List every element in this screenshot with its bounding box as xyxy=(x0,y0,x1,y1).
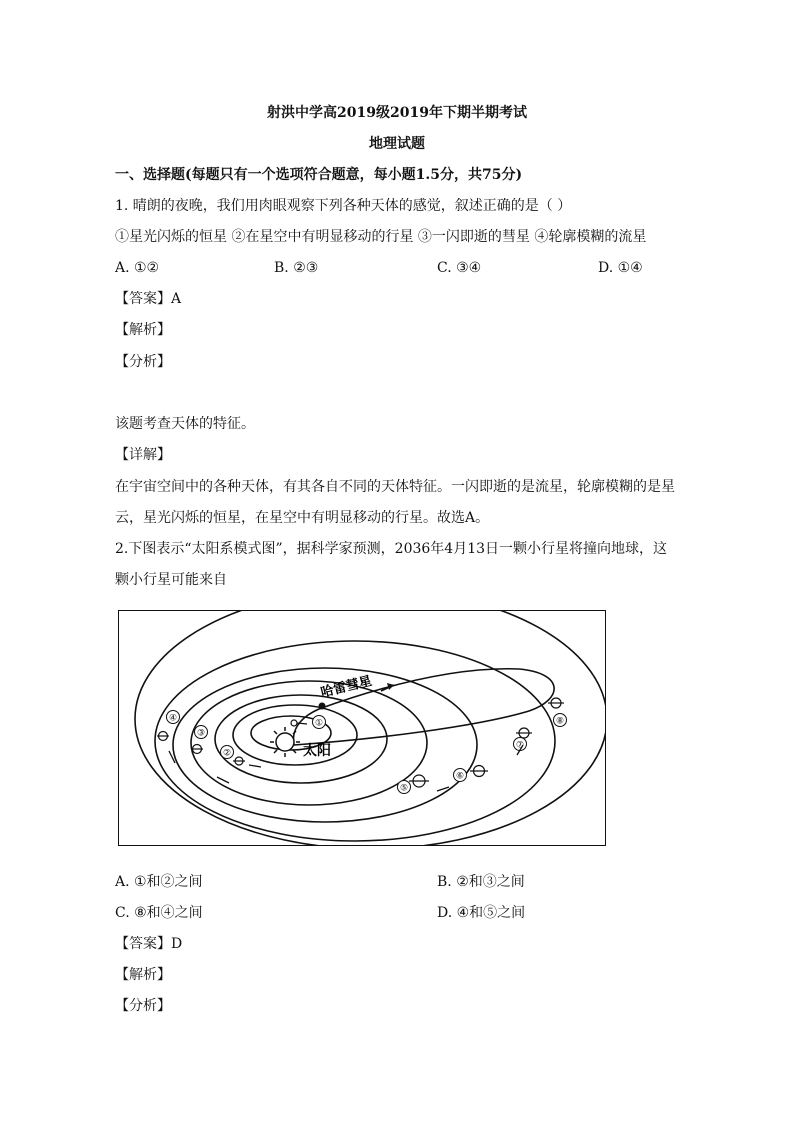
planet-4-icon xyxy=(157,732,169,741)
q2-option-a: A. ①和②之间 xyxy=(115,874,203,890)
marker-5: ⑤ xyxy=(399,783,409,794)
q1-option-b: B. ②③ xyxy=(274,260,319,276)
q2-option-c: C. ⑧和④之间 xyxy=(115,905,203,921)
marker-4: ④ xyxy=(168,713,178,724)
q1-xiangjie: 【详解】 xyxy=(115,447,171,463)
q1-option-d: D. ①④ xyxy=(598,260,643,276)
comet-label: 哈雷彗星 xyxy=(319,673,374,701)
q2-option-d: D. ④和⑤之间 xyxy=(437,905,526,921)
sun-icon xyxy=(270,727,300,757)
planet-5-icon xyxy=(409,775,429,787)
q2-option-b: B. ②和③之间 xyxy=(437,874,525,890)
q1-items: ①星光闪烁的恒星 ②在星空中有明显移动的行星 ③一闪即逝的彗星 ④轮廓模糊的流星 xyxy=(115,229,647,245)
marker-8: ⑧ xyxy=(555,716,565,727)
q1-jiexi: 【解析】 xyxy=(115,322,171,338)
q2-jiexi: 【解析】 xyxy=(115,967,171,983)
q1-answer: 【答案】A xyxy=(115,291,182,307)
planet-8-icon xyxy=(548,698,564,708)
marker-2: ② xyxy=(222,748,232,759)
q1-detail-line2: 云，星光闪烁的恒星，在星空中有明显移动的行星。故选A。 xyxy=(115,510,490,526)
planet-6-icon xyxy=(470,766,488,777)
planet-7-icon xyxy=(516,728,532,738)
marker-6: ⑥ xyxy=(455,771,465,782)
q1-option-c: C. ③④ xyxy=(437,260,482,276)
q2-answer: 【答案】D xyxy=(115,936,183,952)
planet-1-icon xyxy=(291,720,297,726)
q1-detail-line1: 在宇宙空间中的各种天体，有其各自不同的天体特征。一闪即逝的是流星，轮廓模糊的是星 xyxy=(115,479,675,495)
q1-fenxi: 【分析】 xyxy=(115,354,171,370)
planet-2-icon xyxy=(233,757,245,765)
q2-stem-line1: 2.下图表示“太阳系模式图”，据科学家预测，2036年4月13日一颗小行星将撞向地球，这 xyxy=(115,541,668,557)
q2-stem-line2: 颗小行星可能来自 xyxy=(115,572,227,588)
q2-fenxi: 【分析】 xyxy=(115,998,171,1014)
marker-3: ③ xyxy=(196,728,206,739)
page-subtitle: 地理试题 xyxy=(369,136,425,152)
comet-icon xyxy=(319,703,326,710)
page-title: 射洪中学高2019级2019年下期半期考试 xyxy=(267,105,527,121)
marker-7: ⑦ xyxy=(515,740,525,751)
q1-analysis-text: 该题考查天体的特征。 xyxy=(115,416,255,432)
q1-stem: 1. 晴朗的夜晚，我们用肉眼观察下列各种天体的感觉，叙述正确的是（ ） xyxy=(115,198,572,214)
section-heading: 一、选择题(每题只有一个选项符合题意，每小题1.5分，共75分) xyxy=(115,167,523,183)
solar-system-diagram xyxy=(118,610,606,846)
q1-option-a: A. ①② xyxy=(115,260,160,276)
marker-1: ① xyxy=(314,718,324,729)
sun-label: 太阳 xyxy=(303,743,331,759)
